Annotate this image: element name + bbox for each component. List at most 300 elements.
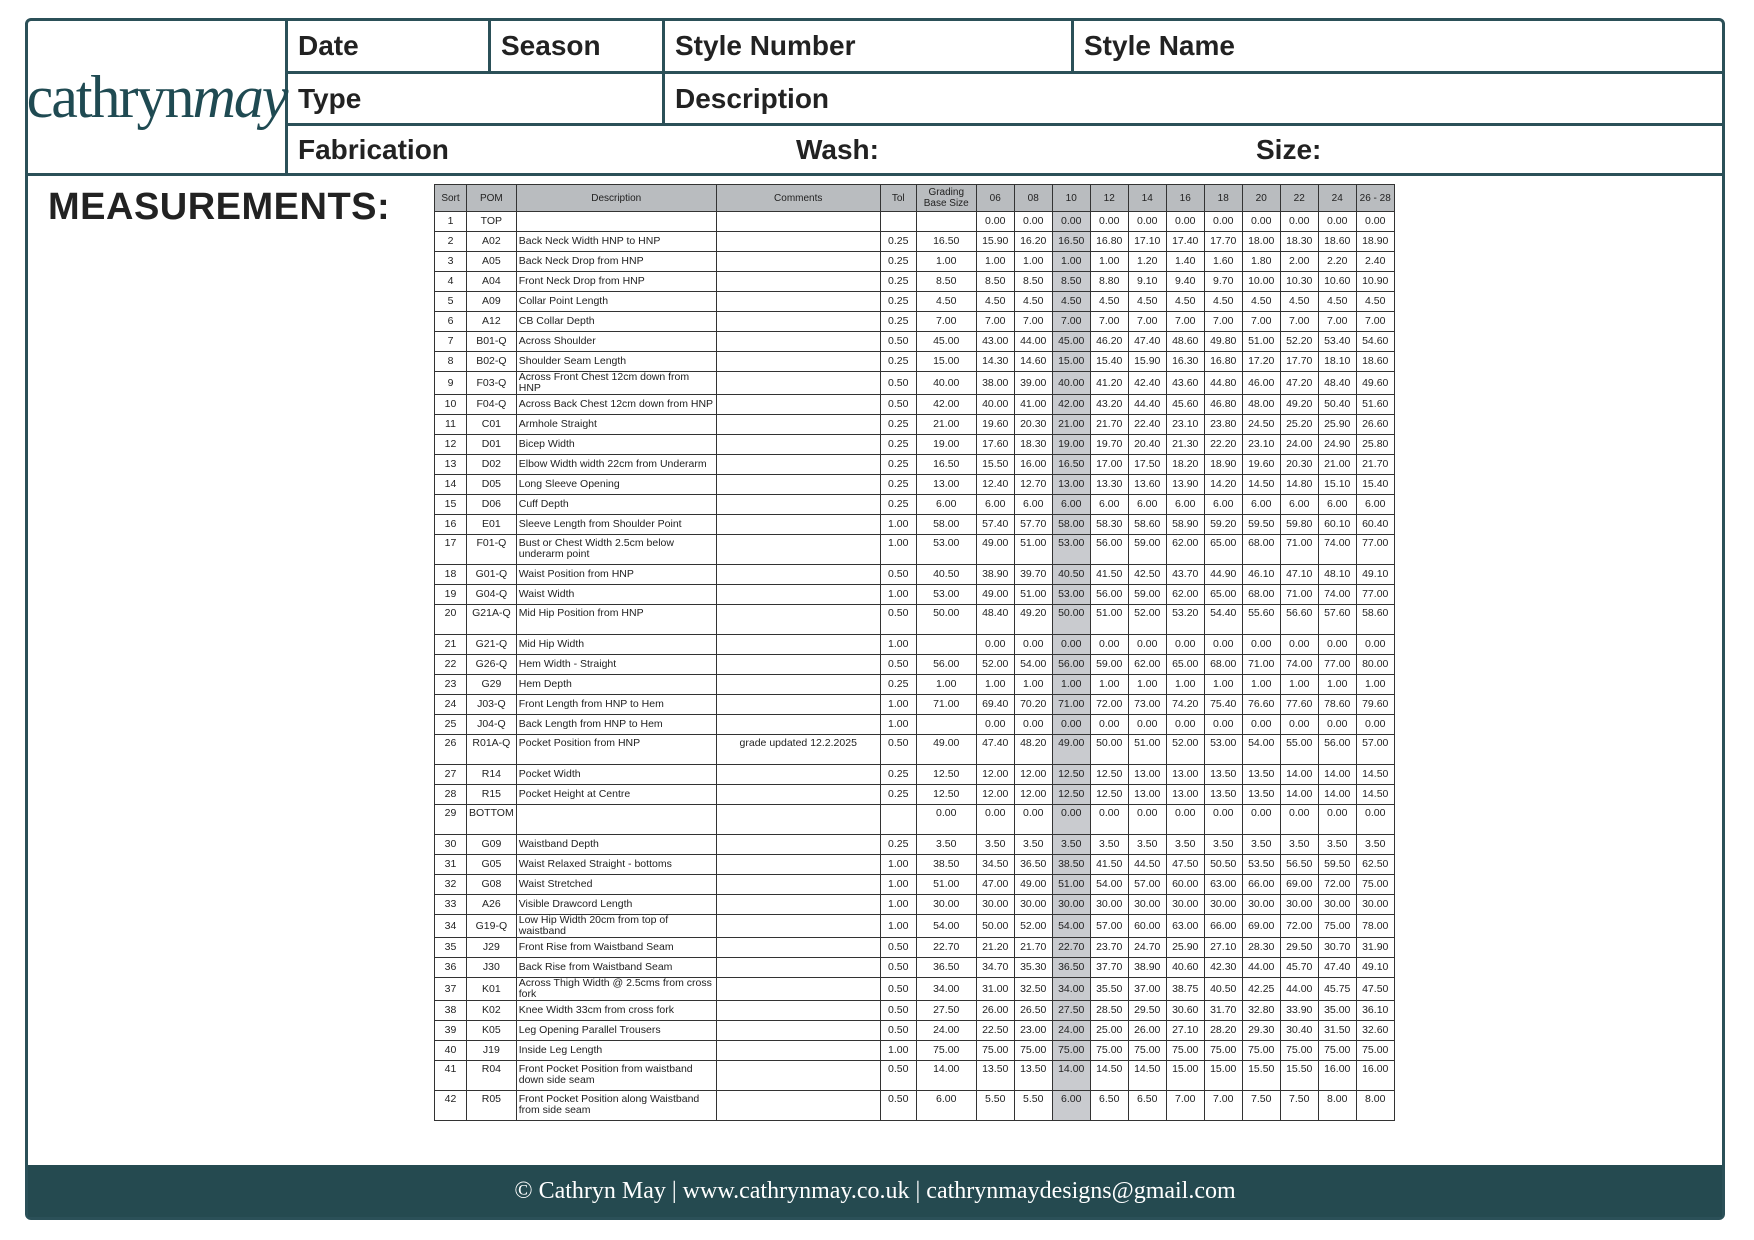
table-cell: 0.00 xyxy=(1014,212,1052,232)
table-cell: 7.00 xyxy=(1052,312,1090,332)
table-cell: 75.00 xyxy=(1166,1041,1204,1061)
table-cell: 12.00 xyxy=(1014,785,1052,805)
table-cell: 3.50 xyxy=(976,835,1014,855)
table-cell: 8.00 xyxy=(1318,1091,1356,1121)
table-cell: 51.00 xyxy=(1014,585,1052,605)
style-number-label: Style Number xyxy=(675,30,856,61)
table-cell: 41.50 xyxy=(1090,565,1128,585)
table-cell: 8.50 xyxy=(1052,272,1090,292)
table-cell: 5.50 xyxy=(1014,1091,1052,1121)
table-cell: 0.25 xyxy=(880,312,916,332)
table-cell: 16.00 xyxy=(1318,1061,1356,1091)
table-cell: 1.00 xyxy=(880,695,916,715)
table-cell: 0.00 xyxy=(976,715,1014,735)
table-cell: 73.00 xyxy=(1128,695,1166,715)
table-cell: 71.00 xyxy=(1052,695,1090,715)
table-cell: 56.60 xyxy=(1280,605,1318,635)
table-cell: 6.50 xyxy=(1128,1091,1166,1121)
type-field[interactable] xyxy=(288,74,665,123)
table-cell: 15.40 xyxy=(1356,475,1394,495)
table-cell: 13.00 xyxy=(1166,765,1204,785)
table-cell xyxy=(716,635,880,655)
table-cell: 17 xyxy=(435,535,467,565)
table-cell: 12.00 xyxy=(1014,765,1052,785)
table-cell: 71.00 xyxy=(916,695,976,715)
table-cell: 63.00 xyxy=(1166,915,1204,938)
table-cell xyxy=(716,835,880,855)
table-cell: 20 xyxy=(435,605,467,635)
table-cell: 0.00 xyxy=(976,805,1014,835)
table-cell: 12.40 xyxy=(976,475,1014,495)
table-row xyxy=(435,252,1395,272)
table-cell: 13.00 xyxy=(1052,475,1090,495)
table-cell: 1.00 xyxy=(1052,675,1090,695)
table-cell: 62.50 xyxy=(1356,855,1394,875)
table-cell: 24 xyxy=(435,695,467,715)
table-cell: 49.00 xyxy=(976,535,1014,565)
table-cell: 19.60 xyxy=(1242,455,1280,475)
table-cell: 0.50 xyxy=(880,978,916,1001)
table-cell: Back Length from HNP to Hem xyxy=(516,715,716,735)
table-row xyxy=(435,1061,1395,1091)
table-cell: 14.00 xyxy=(1280,785,1318,805)
table-cell: 14.50 xyxy=(1356,785,1394,805)
table-cell: Bust or Chest Width 2.5cm below underarm point xyxy=(516,535,716,565)
table-cell: 27.10 xyxy=(1204,938,1242,958)
table-cell: 52.20 xyxy=(1280,332,1318,352)
table-cell: 6.00 xyxy=(1204,495,1242,515)
table-cell: 28.50 xyxy=(1090,1001,1128,1021)
table-cell: 0.50 xyxy=(880,655,916,675)
table-cell: 15.40 xyxy=(1090,352,1128,372)
table-cell: 0.50 xyxy=(880,938,916,958)
table-cell: 7.00 xyxy=(1318,312,1356,332)
table-cell: 13.00 xyxy=(1166,785,1204,805)
column-header: 06 xyxy=(976,185,1014,212)
table-cell: 23.00 xyxy=(1014,1021,1052,1041)
table-cell: 30.60 xyxy=(1166,1001,1204,1021)
table-cell: 30.00 xyxy=(1242,895,1280,915)
table-cell xyxy=(716,605,880,635)
table-cell: 56.00 xyxy=(1090,535,1128,565)
table-cell: 33.90 xyxy=(1280,1001,1318,1021)
table-cell: 18.20 xyxy=(1166,455,1204,475)
table-cell: 49.10 xyxy=(1356,958,1394,978)
table-cell xyxy=(716,395,880,415)
table-cell: 24.70 xyxy=(1128,938,1166,958)
table-cell: 15.90 xyxy=(1128,352,1166,372)
table-row xyxy=(435,875,1395,895)
table-cell: 56.00 xyxy=(1052,655,1090,675)
table-cell xyxy=(716,1001,880,1021)
table-cell: Elbow Width width 22cm from Underarm xyxy=(516,455,716,475)
table-cell: 77.00 xyxy=(1356,585,1394,605)
table-cell xyxy=(716,312,880,332)
table-cell xyxy=(716,455,880,475)
table-cell: 0.25 xyxy=(880,435,916,455)
table-cell: 25 xyxy=(435,715,467,735)
table-cell xyxy=(716,292,880,312)
table-cell: 0.00 xyxy=(1318,715,1356,735)
table-cell xyxy=(716,565,880,585)
table-cell: 43.70 xyxy=(1166,565,1204,585)
table-cell: 38.50 xyxy=(916,855,976,875)
table-cell: 4.50 xyxy=(1128,292,1166,312)
table-cell xyxy=(716,495,880,515)
table-cell: 60.00 xyxy=(1166,875,1204,895)
table-cell: Across Shoulder xyxy=(516,332,716,352)
table-cell: 45.00 xyxy=(1052,332,1090,352)
table-cell: 0.00 xyxy=(1166,805,1204,835)
table-cell: 24.00 xyxy=(1052,1021,1090,1041)
style-name-field[interactable] xyxy=(1074,21,1722,71)
table-cell: 6.50 xyxy=(1090,1091,1128,1121)
table-cell: 0.00 xyxy=(1356,715,1394,735)
table-cell: 0.00 xyxy=(1052,715,1090,735)
table-cell xyxy=(916,635,976,655)
table-cell: 0.00 xyxy=(1242,715,1280,735)
table-cell: 12.50 xyxy=(916,785,976,805)
table-cell: 51.00 xyxy=(1242,332,1280,352)
table-cell: 0.00 xyxy=(1318,805,1356,835)
table-cell: 36.50 xyxy=(1014,855,1052,875)
table-cell: 43.00 xyxy=(976,332,1014,352)
table-cell: 74.20 xyxy=(1166,695,1204,715)
table-cell: 7.00 xyxy=(1014,312,1052,332)
table-cell xyxy=(716,655,880,675)
table-cell: 3.50 xyxy=(1280,835,1318,855)
table-cell: 6.00 xyxy=(916,1091,976,1121)
table-cell: 39 xyxy=(435,1021,467,1041)
table-cell: 13.50 xyxy=(1242,765,1280,785)
table-cell: 13.50 xyxy=(976,1061,1014,1091)
table-cell: 0.25 xyxy=(880,252,916,272)
table-cell: 24.90 xyxy=(1318,435,1356,455)
description-field[interactable] xyxy=(665,74,1722,123)
table-cell: 65.00 xyxy=(1166,655,1204,675)
table-cell: 17.70 xyxy=(1280,352,1318,372)
table-cell xyxy=(716,765,880,785)
table-cell: 12.50 xyxy=(1090,785,1128,805)
table-cell: 41.20 xyxy=(1090,372,1128,395)
table-cell: 0.25 xyxy=(880,785,916,805)
table-cell: 47.40 xyxy=(1318,958,1356,978)
table-cell: 47.20 xyxy=(1280,372,1318,395)
fabrication-label: Fabrication xyxy=(298,133,449,165)
table-cell: 30.00 xyxy=(1280,895,1318,915)
table-cell: A26 xyxy=(467,895,517,915)
table-cell: 13 xyxy=(435,455,467,475)
style-number-field[interactable] xyxy=(665,21,1074,71)
table-cell: 75.40 xyxy=(1204,695,1242,715)
table-cell: F04-Q xyxy=(467,395,517,415)
table-cell: 14.60 xyxy=(1014,352,1052,372)
table-cell: 31.70 xyxy=(1204,1001,1242,1021)
table-cell: 7.00 xyxy=(1242,312,1280,332)
table-row xyxy=(435,655,1395,675)
table-cell: 22.70 xyxy=(916,938,976,958)
table-cell: 1.00 xyxy=(880,875,916,895)
table-cell: 44.50 xyxy=(1128,855,1166,875)
table-cell: 21.70 xyxy=(1014,938,1052,958)
table-cell: J19 xyxy=(467,1041,517,1061)
table-cell: 12.50 xyxy=(1090,765,1128,785)
table-cell: C01 xyxy=(467,415,517,435)
table-cell: 14.50 xyxy=(1128,1061,1166,1091)
table-cell: 0.00 xyxy=(1242,212,1280,232)
table-cell: 16 xyxy=(435,515,467,535)
table-header-row xyxy=(435,185,1395,212)
date-field[interactable] xyxy=(288,21,491,71)
table-cell: 13.30 xyxy=(1090,475,1128,495)
table-cell: 47.10 xyxy=(1280,565,1318,585)
table-cell: Leg Opening Parallel Trousers xyxy=(516,1021,716,1041)
table-row xyxy=(435,1021,1395,1041)
table-cell: 0.00 xyxy=(916,805,976,835)
table-cell: D05 xyxy=(467,475,517,495)
table-cell: 1.00 xyxy=(880,515,916,535)
table-cell: 28.20 xyxy=(1204,1021,1242,1041)
table-cell: 0.50 xyxy=(880,395,916,415)
table-row xyxy=(435,978,1395,1001)
table-cell: 9.10 xyxy=(1128,272,1166,292)
table-cell: 41.50 xyxy=(1090,855,1128,875)
table-cell: 6 xyxy=(435,312,467,332)
table-cell: 11 xyxy=(435,415,467,435)
table-cell: 1.00 xyxy=(976,252,1014,272)
table-cell: 54.00 xyxy=(1090,875,1128,895)
table-cell: 47.00 xyxy=(976,875,1014,895)
table-cell: 49.00 xyxy=(916,735,976,765)
table-cell: 14.20 xyxy=(1204,475,1242,495)
table-cell: 21 xyxy=(435,635,467,655)
table-cell: 56.00 xyxy=(916,655,976,675)
header-row-3 xyxy=(288,126,1722,173)
table-cell: 74.00 xyxy=(1318,585,1356,605)
logo-cell xyxy=(28,21,288,173)
table-cell: Inside Leg Length xyxy=(516,1041,716,1061)
table-cell: Waist Relaxed Straight - bottoms xyxy=(516,855,716,875)
size-field[interactable] xyxy=(1246,126,1646,173)
table-row xyxy=(435,1001,1395,1021)
table-cell: 9.70 xyxy=(1204,272,1242,292)
column-header: 08 xyxy=(1014,185,1052,212)
table-cell: E01 xyxy=(467,515,517,535)
table-cell: 47.50 xyxy=(1166,855,1204,875)
table-cell: 40.00 xyxy=(976,395,1014,415)
table-cell: 22.70 xyxy=(1052,938,1090,958)
table-cell xyxy=(716,435,880,455)
table-cell: 26.00 xyxy=(976,1001,1014,1021)
table-cell: 0.00 xyxy=(1128,635,1166,655)
table-cell: 8.50 xyxy=(976,272,1014,292)
table-cell: 30.00 xyxy=(976,895,1014,915)
table-cell: 79.60 xyxy=(1356,695,1394,715)
table-cell: 0.00 xyxy=(1014,805,1052,835)
table-cell: 51.00 xyxy=(1128,735,1166,765)
table-cell: 0.00 xyxy=(1128,805,1166,835)
table-cell xyxy=(716,332,880,352)
table-cell: 16.30 xyxy=(1166,352,1204,372)
table-cell: 0.00 xyxy=(1090,715,1128,735)
table-cell: 43.20 xyxy=(1090,395,1128,415)
table-cell: 25.90 xyxy=(1166,938,1204,958)
table-cell: 68.00 xyxy=(1242,585,1280,605)
table-cell: TOP xyxy=(467,212,517,232)
table-cell: 53.50 xyxy=(1242,855,1280,875)
table-cell: Back Rise from Waistband Seam xyxy=(516,958,716,978)
table-row xyxy=(435,715,1395,735)
table-cell: 62.00 xyxy=(1166,585,1204,605)
table-cell: 3.50 xyxy=(1356,835,1394,855)
table-cell: 6.00 xyxy=(1128,495,1166,515)
table-cell: 30.00 xyxy=(916,895,976,915)
table-cell: G09 xyxy=(467,835,517,855)
table-cell: 12.50 xyxy=(916,765,976,785)
table-cell: 25.00 xyxy=(1090,1021,1128,1041)
table-cell: 7 xyxy=(435,332,467,352)
table-cell: 30.00 xyxy=(1204,895,1242,915)
table-cell: 8.80 xyxy=(1090,272,1128,292)
table-cell xyxy=(716,212,880,232)
table-cell: Front Pocket Position along Waistband from side seam xyxy=(516,1091,716,1121)
table-cell: 7.00 xyxy=(916,312,976,332)
table-cell: Low Hip Width 20cm from top of waistband xyxy=(516,915,716,938)
table-cell: Waist Stretched xyxy=(516,875,716,895)
table-cell xyxy=(716,515,880,535)
table-cell: 1.00 xyxy=(1090,675,1128,695)
table-cell: 0.00 xyxy=(1166,212,1204,232)
table-cell: Visible Drawcord Length xyxy=(516,895,716,915)
table-cell: 46.00 xyxy=(1242,372,1280,395)
table-cell: 0.00 xyxy=(1128,715,1166,735)
table-cell: 0.00 xyxy=(1166,635,1204,655)
table-cell: G29 xyxy=(467,675,517,695)
table-cell: Hem Width - Straight xyxy=(516,655,716,675)
table-cell: 35.00 xyxy=(1318,1001,1356,1021)
table-cell: 0.25 xyxy=(880,765,916,785)
column-header: 16 xyxy=(1166,185,1204,212)
table-cell: 44.00 xyxy=(1242,958,1280,978)
table-cell: 15.90 xyxy=(976,232,1014,252)
table-cell xyxy=(716,372,880,395)
measurements-table-wrap xyxy=(434,184,1395,1121)
table-cell: 54.60 xyxy=(1356,332,1394,352)
table-cell: 12.00 xyxy=(976,765,1014,785)
fabrication-field[interactable] xyxy=(288,126,768,173)
logo-text-cathryn: cathryn xyxy=(26,63,193,130)
wash-field[interactable] xyxy=(786,126,1186,173)
table-cell: 6.00 xyxy=(1280,495,1318,515)
table-cell: J30 xyxy=(467,958,517,978)
table-cell: 22 xyxy=(435,655,467,675)
season-field[interactable] xyxy=(491,21,665,71)
column-header: 22 xyxy=(1280,185,1318,212)
table-cell: A12 xyxy=(467,312,517,332)
table-cell: A05 xyxy=(467,252,517,272)
table-cell: 54.00 xyxy=(1242,735,1280,765)
table-cell: 49.00 xyxy=(1052,735,1090,765)
table-cell: 1 xyxy=(435,212,467,232)
table-cell: 25.90 xyxy=(1318,415,1356,435)
table-cell: 14.80 xyxy=(1280,475,1318,495)
table-cell: 49.20 xyxy=(1280,395,1318,415)
table-cell: G04-Q xyxy=(467,585,517,605)
table-cell: 26.00 xyxy=(1128,1021,1166,1041)
table-cell: 34.70 xyxy=(976,958,1014,978)
table-cell: 13.00 xyxy=(916,475,976,495)
table-cell: 10.60 xyxy=(1318,272,1356,292)
table-cell xyxy=(716,1021,880,1041)
table-cell: 0.00 xyxy=(1014,635,1052,655)
table-cell: 2.00 xyxy=(1280,252,1318,272)
table-cell: 69.40 xyxy=(976,695,1014,715)
table-cell: 18.10 xyxy=(1318,352,1356,372)
table-cell: 57.00 xyxy=(1356,735,1394,765)
table-cell: 6.00 xyxy=(1356,495,1394,515)
table-cell: 55.60 xyxy=(1242,605,1280,635)
table-cell: 13.50 xyxy=(1204,785,1242,805)
table-cell: 58.60 xyxy=(1128,515,1166,535)
table-cell xyxy=(716,875,880,895)
column-header: 20 xyxy=(1242,185,1280,212)
table-cell: 13.90 xyxy=(1166,475,1204,495)
table-cell: 13.50 xyxy=(1242,785,1280,805)
table-cell: 17.60 xyxy=(976,435,1014,455)
table-cell: 58.30 xyxy=(1090,515,1128,535)
table-cell: 6.00 xyxy=(1052,495,1090,515)
table-cell xyxy=(716,978,880,1001)
column-header: Sort xyxy=(435,185,467,212)
table-cell: 0.00 xyxy=(1090,212,1128,232)
table-cell: G05 xyxy=(467,855,517,875)
table-cell: 35.30 xyxy=(1014,958,1052,978)
table-cell: 12.00 xyxy=(976,785,1014,805)
table-cell: 17.20 xyxy=(1242,352,1280,372)
table-cell: 0.25 xyxy=(880,455,916,475)
table-cell: 42.50 xyxy=(1128,565,1166,585)
table-cell: 48.10 xyxy=(1318,565,1356,585)
table-cell: 34.50 xyxy=(976,855,1014,875)
table-cell: 71.00 xyxy=(1280,585,1318,605)
table-cell: 17.00 xyxy=(1090,455,1128,475)
table-cell: 65.00 xyxy=(1204,585,1242,605)
table-cell: 78.60 xyxy=(1318,695,1356,715)
table-cell: 0.25 xyxy=(880,352,916,372)
table-cell xyxy=(716,785,880,805)
table-cell: 12.50 xyxy=(1052,765,1090,785)
table-cell: 52.00 xyxy=(1166,735,1204,765)
table-cell: 10 xyxy=(435,395,467,415)
table-cell: 66.00 xyxy=(1242,875,1280,895)
table-cell: 1.00 xyxy=(1014,675,1052,695)
table-cell: 42.30 xyxy=(1204,958,1242,978)
table-cell: 13.00 xyxy=(1128,785,1166,805)
table-cell: 42.00 xyxy=(916,395,976,415)
table-cell: 44.40 xyxy=(1128,395,1166,415)
table-cell: 8.00 xyxy=(1356,1091,1394,1121)
table-cell: 21.70 xyxy=(1356,455,1394,475)
table-row xyxy=(435,675,1395,695)
table-cell: 10.00 xyxy=(1242,272,1280,292)
table-cell: 0.25 xyxy=(880,495,916,515)
column-header: 18 xyxy=(1204,185,1242,212)
table-cell: 44.00 xyxy=(1014,332,1052,352)
table-cell: 62.00 xyxy=(1128,655,1166,675)
table-cell: 1.00 xyxy=(880,585,916,605)
table-cell: 45.70 xyxy=(1280,958,1318,978)
table-cell: 0.00 xyxy=(1318,212,1356,232)
